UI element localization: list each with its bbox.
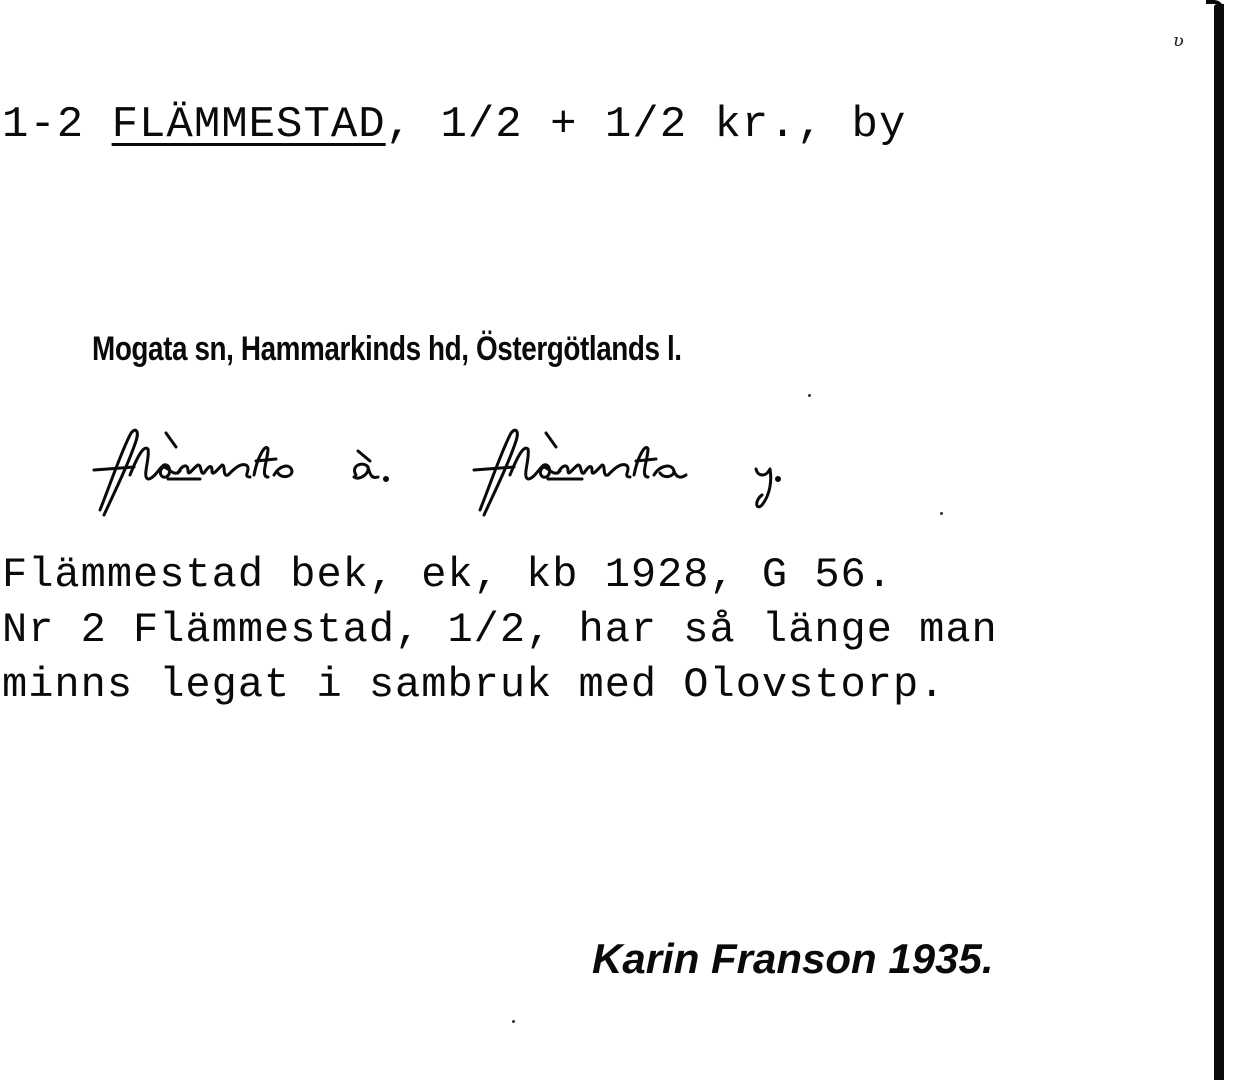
ink-speck [940, 512, 943, 515]
body-line-3: minns legat i sambruk med Olovstorp. [2, 661, 946, 709]
heading-suffix: , 1/2 + 1/2 kr., by [385, 100, 907, 150]
body-line-2: Nr 2 Flämmestad, 1/2, har så länge man [2, 606, 998, 654]
heading-prefix: 1-2 [2, 100, 112, 150]
ink-speck [512, 1020, 515, 1023]
card-body [2, 548, 998, 713]
corner-mark: ʋ [1173, 30, 1184, 51]
parish-line: Mogata sn, Hammarkinds hd, Östergötlands l. [92, 330, 682, 368]
body-line-1: Flämmestad bek, ek, kb 1928, G 56. [2, 551, 893, 599]
card-heading [2, 100, 906, 150]
handwritten-pronunciation [70, 415, 830, 525]
ink-speck [808, 394, 811, 397]
signature: Karin Franson 1935. [592, 935, 994, 982]
place-name: FLÄMMESTAD [111, 100, 386, 150]
card-right-edge [1214, 4, 1224, 1080]
